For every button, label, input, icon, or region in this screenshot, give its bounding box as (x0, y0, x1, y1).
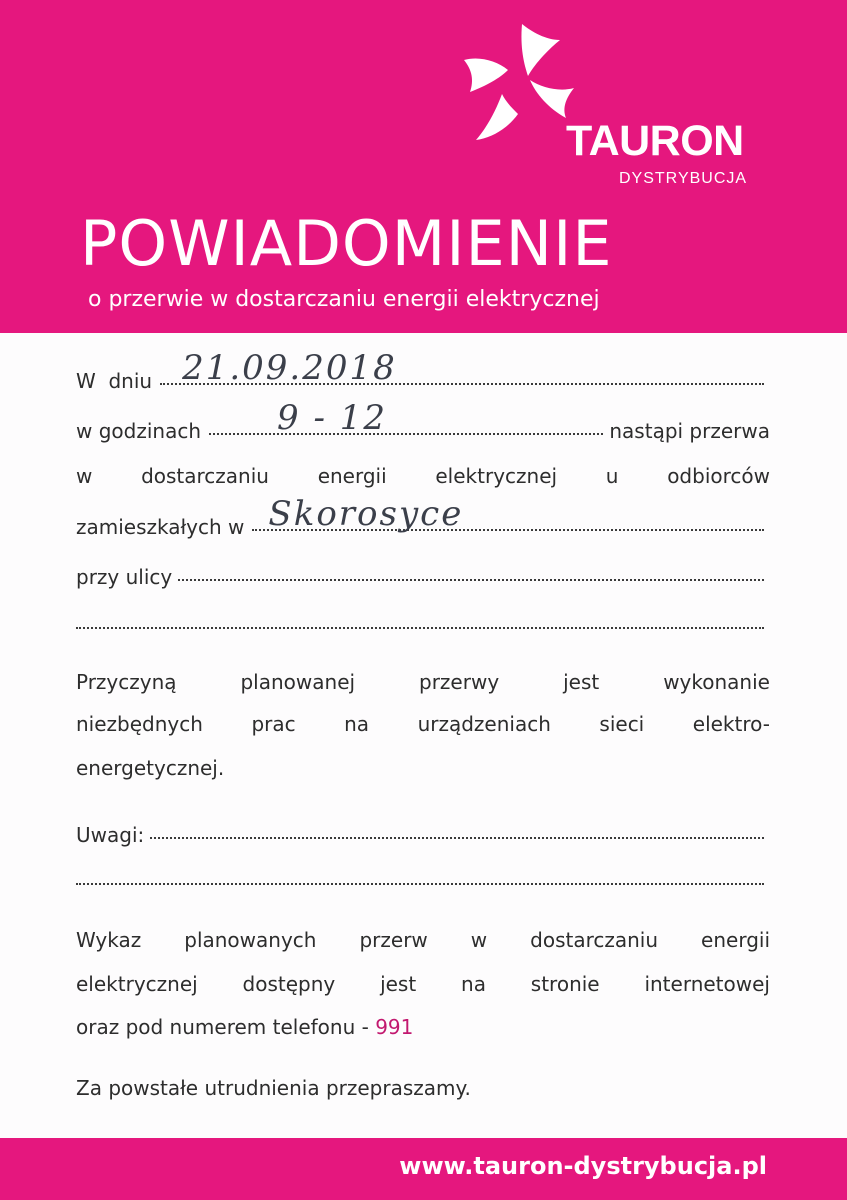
word: niezbędnych (76, 712, 203, 736)
word: elektro- (692, 712, 770, 736)
hours-dotted-field (209, 398, 603, 438)
word: dostępny (242, 972, 336, 996)
street-dotted-field-2 (76, 607, 764, 629)
date-dotted-field (160, 348, 764, 388)
word: przerw (359, 928, 428, 952)
remarks-label: Uwagi: (76, 823, 145, 847)
word: energii (701, 928, 770, 952)
word: Wykaz (76, 928, 142, 952)
tauron-logo (462, 22, 792, 187)
word: w (76, 464, 93, 488)
word: dostarczaniu (141, 464, 269, 488)
info-line-2 (76, 974, 770, 994)
word: u (605, 464, 619, 488)
reason-line-3: energetycznej. (76, 756, 225, 780)
remarks-extra-line (76, 866, 770, 888)
word: wykonanie (663, 670, 770, 694)
word: na (344, 712, 370, 736)
word: planowanej (240, 670, 356, 694)
street-line (76, 562, 770, 587)
info-line-3 (76, 1017, 770, 1037)
remarks-dotted-field (150, 817, 764, 839)
hours-label: w godzinach (76, 419, 201, 443)
word: planowanych (184, 928, 317, 952)
logo-subname: DYSTRYBUCJA (619, 170, 748, 187)
hours-line (76, 398, 770, 443)
residents-dotted-field (252, 494, 764, 534)
date-label: W dniu (76, 369, 153, 393)
info-line-1 (76, 930, 770, 950)
handwritten-date: 21.09.2018 (182, 348, 397, 388)
footer-band (0, 1138, 847, 1200)
date-line (76, 348, 770, 393)
word: dostarczaniu (530, 928, 659, 952)
hours-suffix: nastąpi przerwa (609, 419, 770, 443)
handwritten-hours: 9 - 12 (277, 398, 387, 438)
word: przerwy (419, 670, 500, 694)
word: w (470, 928, 488, 952)
header-band (0, 0, 847, 333)
street-dotted-field (178, 559, 764, 581)
word: energii (317, 464, 387, 488)
remarks-dotted-field-2 (76, 863, 764, 885)
word: elektrycznej (435, 464, 558, 488)
word: prac (251, 712, 296, 736)
word: elektrycznej (76, 972, 198, 996)
reason-line-2 (76, 714, 770, 734)
word: na (461, 972, 486, 996)
word: urządzeniach (417, 712, 551, 736)
street-label: przy ulicy (76, 565, 173, 589)
word: stronie (530, 972, 600, 996)
notice-subtitle: o przerwie w dostarczaniu energii elektrycznej (88, 287, 600, 312)
word: jest (563, 670, 600, 694)
recipients-line (76, 466, 770, 486)
notice-title: POWIADOMIENIE (80, 207, 613, 280)
word: jest (380, 972, 417, 996)
logo-name: TAURON (566, 117, 744, 165)
phone-number[interactable]: 991 (375, 1015, 414, 1039)
word: Przyczyną (76, 670, 177, 694)
street-extra-line (76, 610, 770, 632)
reason-line-1 (76, 672, 770, 692)
apology-text: Za powstałe utrudnienia przepraszamy. (76, 1076, 471, 1100)
word: sieci (599, 712, 645, 736)
word: odbiorców (667, 464, 770, 488)
handwritten-locality: Skorosyce (268, 494, 464, 534)
residents-label: zamieszkałych w (76, 515, 245, 539)
phone-label: oraz pod numerem telefonu - (76, 1015, 369, 1039)
remarks-line (76, 820, 770, 845)
residents-line (76, 494, 770, 539)
pinwheel-logo-icon (462, 22, 577, 147)
word: internetowej (644, 972, 770, 996)
footer-website-link[interactable]: www.tauron-dystrybucja.pl (399, 1152, 767, 1180)
